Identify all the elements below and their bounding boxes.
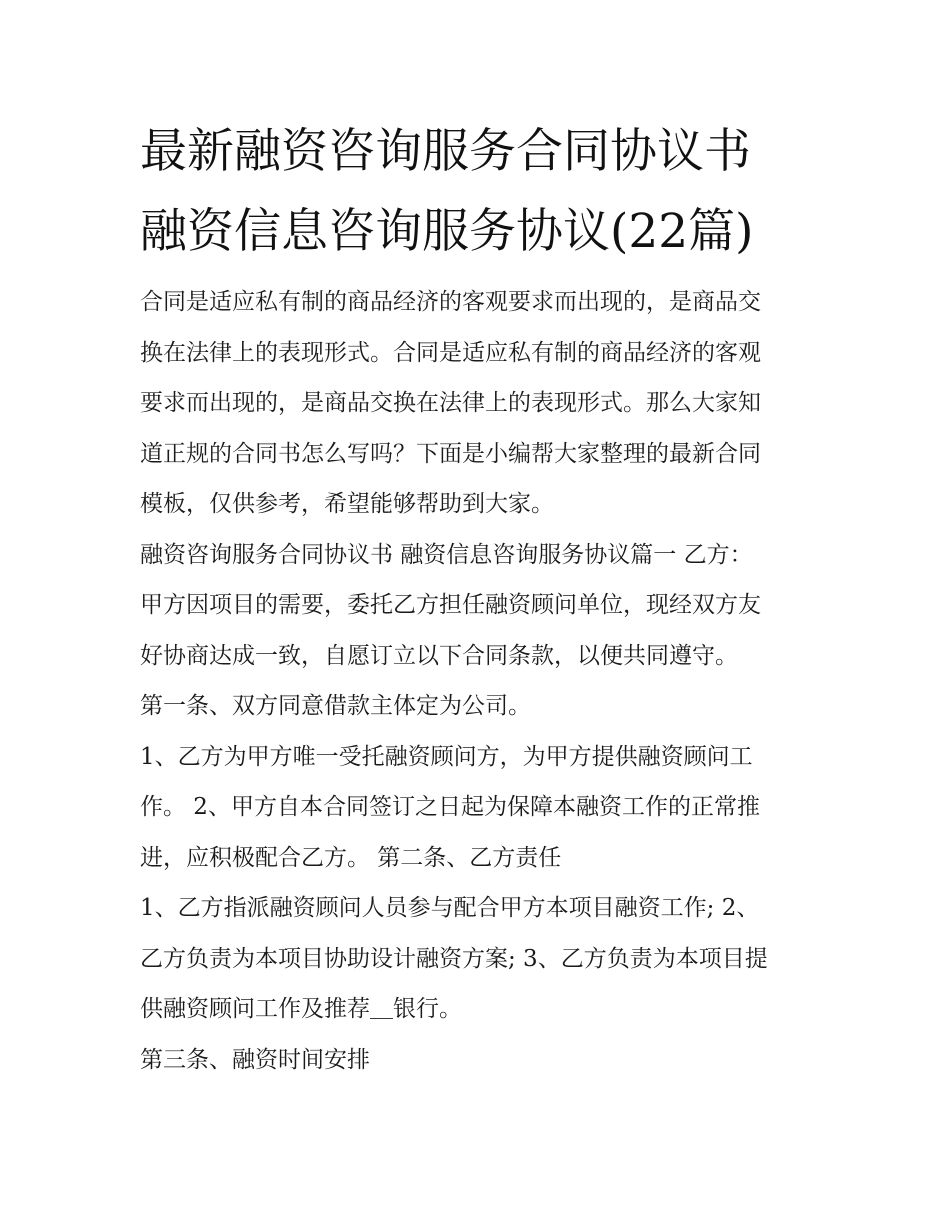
text-line: 甲方因项目的需要，委托乙方担任融资顾问单位，现经双方友 xyxy=(140,592,761,618)
text-line: 供融资顾问工作及推荐＿银行。 xyxy=(140,996,462,1022)
text-line: 第三条、融资时间安排 xyxy=(140,1046,370,1073)
article-one-heading xyxy=(140,681,820,732)
document-title xyxy=(140,112,830,272)
text-line: 要求而出现的，是商品交换在法律上的表现形式。那么大家知 xyxy=(140,390,761,416)
section-intro-paragraph xyxy=(140,530,820,682)
text-line: 好协商达成一致，自愿订立以下合同条款，以便共同遵守。 xyxy=(140,642,738,669)
text-line: 模板，仅供参考，希望能够帮助到大家。 xyxy=(140,491,554,517)
text-line: 1、乙方为甲方唯一受托融资顾问方，为甲方提供融资顾问工 xyxy=(140,743,753,770)
text-line: 第一条、双方同意借款主体定为公司。 xyxy=(140,693,531,719)
intro-paragraph xyxy=(140,277,820,530)
title-line: 融资信息咨询服务协议(22篇) xyxy=(140,204,754,259)
article-one-clauses xyxy=(140,732,820,884)
text-line: 作。 2、甲方自本合同签订之日起为保障本融资工作的正常推 xyxy=(140,794,760,820)
title-line: 最新融资咨询服务合同协议书 xyxy=(140,124,751,179)
text-line: 1、乙方指派融资顾问人员参与配合甲方本项目融资工作; 2、 xyxy=(140,895,760,921)
text-line: 换在法律上的表现形式。合同是适应私有制的商品经济的客观 xyxy=(140,339,761,366)
text-line: 乙方负责为本项目协助设计融资方案; 3、乙方负责为本项目提 xyxy=(140,945,768,972)
document-body xyxy=(140,277,820,1085)
text-line: 道正规的合同书怎么写吗？下面是小编帮大家整理的最新合同 xyxy=(140,440,761,467)
article-three-heading xyxy=(140,1035,820,1086)
text-line: 进，应积极配合乙方。 第二条、乙方责任 xyxy=(140,844,562,871)
article-two-clauses xyxy=(140,883,820,1035)
text-line: 合同是适应私有制的商品经济的客观要求而出现的，是商品交 xyxy=(140,289,761,315)
text-line: 融资咨询服务合同协议书 融资信息咨询服务协议篇一 乙方： xyxy=(140,541,753,568)
